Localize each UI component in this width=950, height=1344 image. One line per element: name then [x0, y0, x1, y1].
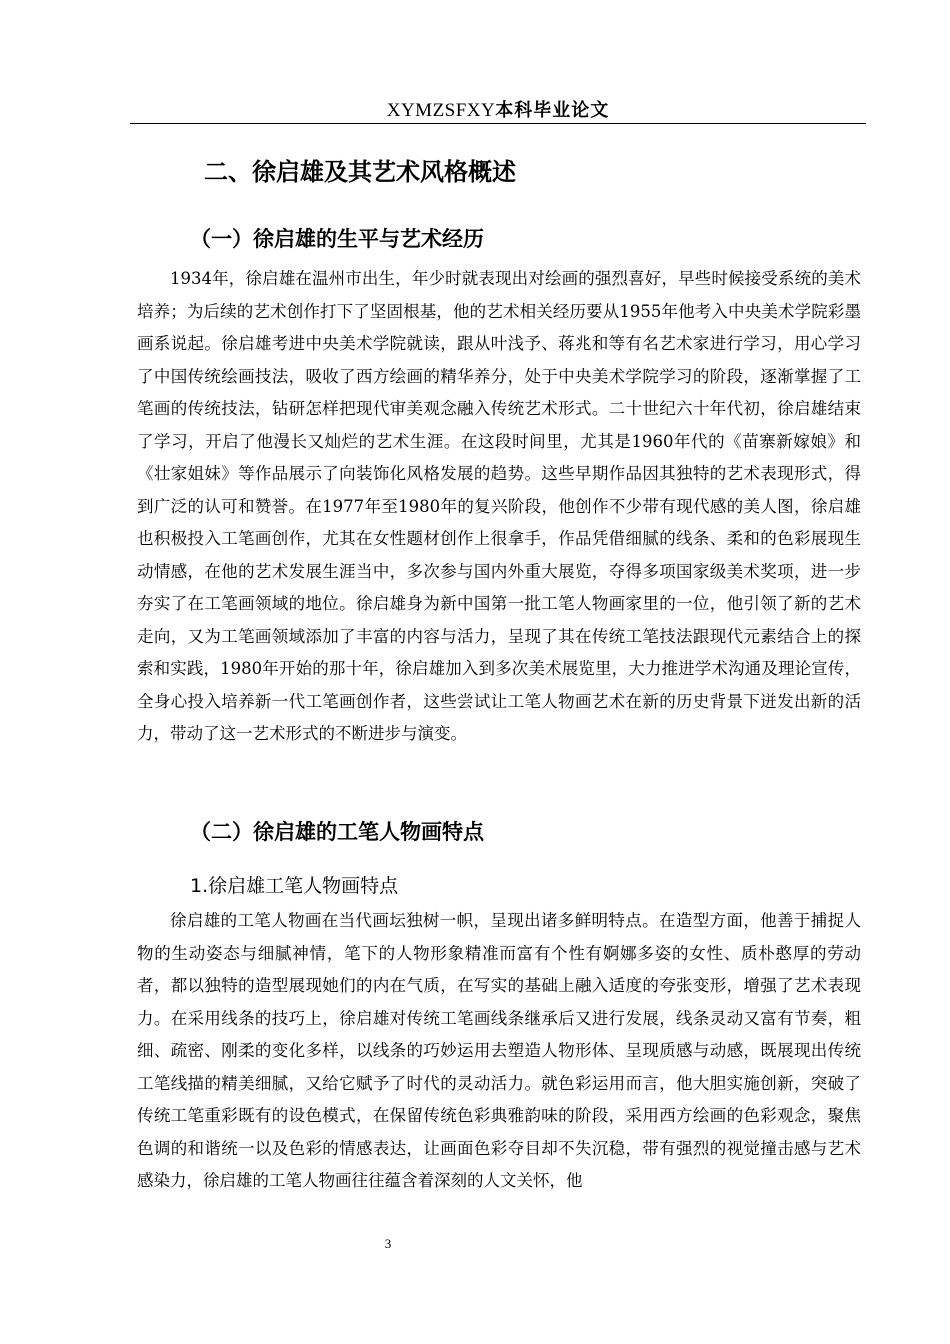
subsection-heading: 1.徐启雄工笔人物画特点 [190, 875, 399, 897]
page-header [130, 96, 866, 124]
chapter-title: 二、徐启雄及其艺术风格概述 [204, 158, 516, 186]
body-paragraph-1: 1934年，徐启雄在温州市出生，年少时就表现出对绘画的强烈喜好，早些时候接受系统的美术培养；为后续的艺术创作打下了坚固根基，他的艺术相关经历要从1955年他考入中央美术学院彩墨画系说起。徐启雄考进中央美术学院就读，跟从叶浅予、蒋兆和等有名艺术家进行学习，用心学习了中国传统绘画技法，吸收了西方绘画的精华养分，处于中央美术学院学习的阶段，逐渐掌握了工笔画的传统技法，钻研怎样把现代审美观念融入传统艺术形式。二十世纪六十年代初，徐启雄结束了学习，开启了他漫长又灿烂的艺术生涯。在这段时间里，尤其是1960年代的《苗寨新嫁娘》和《壮家姐妹》等作品展示了向装饰化风格发展的趋势。这些早期作品因其独特的艺术表现形式，得到广泛的认可和赞誉。在1977年至1980年的复兴阶段，他创作不少带有现代感的美人图，徐启雄也积极投入工笔画创作，尤其在女性题材创作上很拿手，作品凭借细腻的线条、柔和的色彩展现生动情感，在他的艺术发展生涯当中，多次参与国内外重大展览，夺得多项国家级美术奖项，进一步夯实了在工笔画领域的地位。徐启雄身为新中国第一批工笔人物画家里的一位，他引领了新的艺术走向，又为工笔画领域添加了丰富的内容与活力，呈现了其在传统工笔技法跟现代元素结合上的探索和实践，1980年开始的那十年，徐启雄加入到多次美术展览里，大力推进学术沟通及理论宣传，全身心投入培养新一代工笔画创作者，这些尝试让工笔人物画艺术在新的历史背景下迸发出新的活力，带动了这一艺术形式的不断进步与演变。 [137, 269, 861, 743]
section-heading-2: （二）徐启雄的工笔人物画特点 [190, 820, 484, 844]
page-number: 3 [384, 1236, 392, 1251]
section-heading-1: （一）徐启雄的生平与艺术经历 [190, 227, 484, 251]
body-paragraph-2: 徐启雄的工笔人物画在当代画坛独树一帜，呈现出诸多鲜明特点。在造型方面，他善于捕捉人物的生动姿态与细腻神情，笔下的人物形象精准而富有个性有婀娜多姿的女性、质朴憨厚的劳动者，都以独特的造型展现她们的内在气质，在写实的基础上融入适度的夸张变形，增强了艺术表现力。在采用线条的技巧上，徐启雄对传统工笔画线条继承后又进行发展，线条灵动又富有节奏，粗细、疏密、刚柔的变化多样，以线条的巧妙运用去塑造人物形体、呈现质感与动感，既展现出传统工笔线描的精美细腻，又给它赋予了时代的灵动活力。就色彩运用而言，他大胆实施创新，突破了传统工笔重彩既有的设色模式，在保留传统色彩典雅韵味的阶段，采用西方绘画的色彩观念，聚焦色调的和谐统一以及色彩的情感表达，让画面色彩夺目却不失沉稳，带有强烈的视觉撞击感与艺术感染力，徐启雄的工笔人物画往往蕴含着深刻的人文关怀，他 [137, 911, 861, 1190]
header-title: 本科毕业论文 [495, 100, 610, 121]
header-code: XYMZSFXY [386, 100, 496, 121]
